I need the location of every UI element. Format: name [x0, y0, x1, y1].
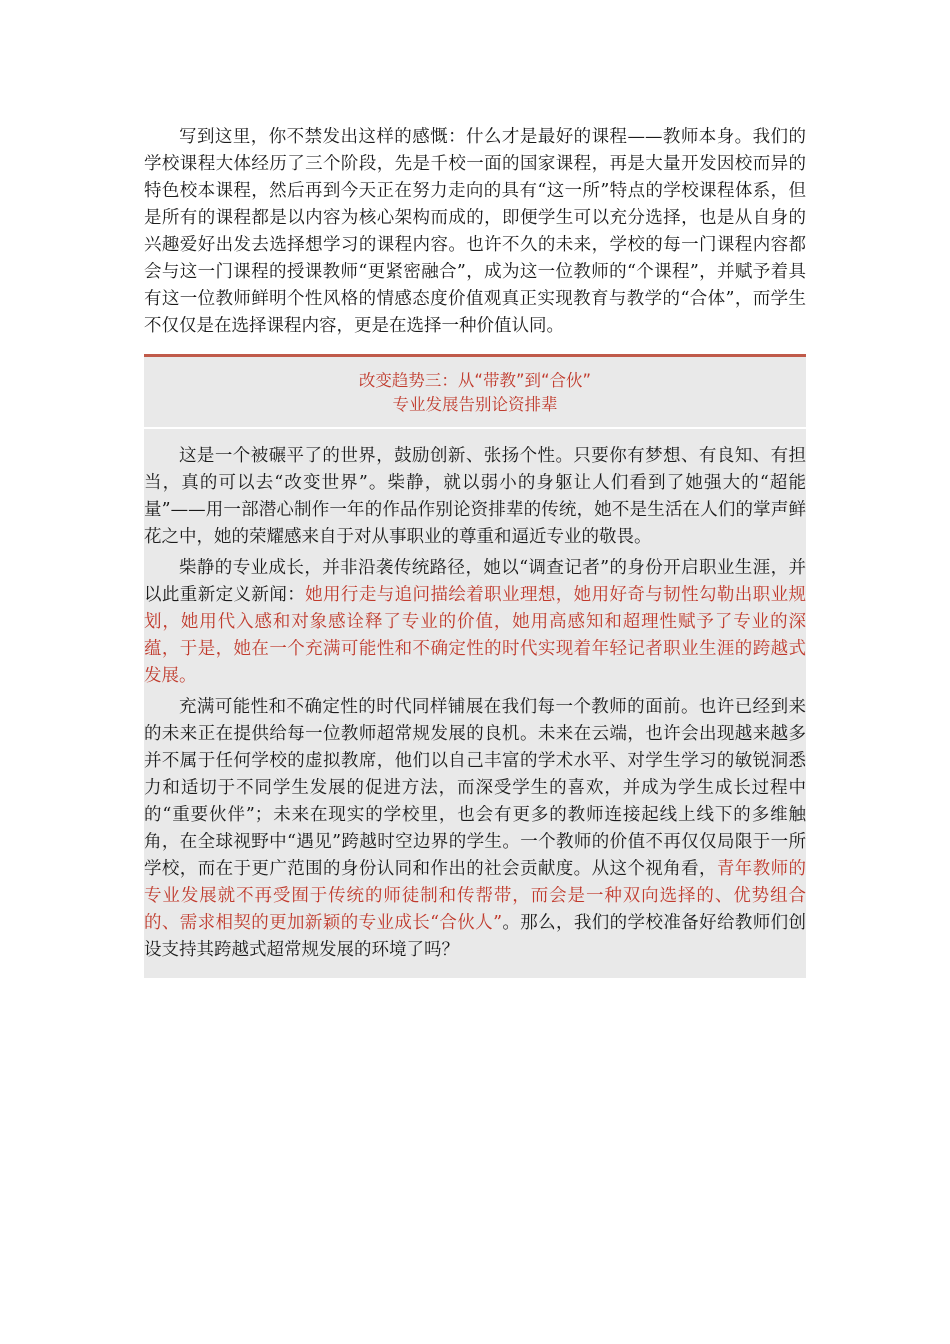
section-title-line-1: 改变趋势三：从“带教”到“合伙” — [358, 371, 592, 390]
paragraph-3-text-b: 。那么，我们的学校准备好给教师们创设支持其跨越式超常规发展的环境了吗？ — [144, 913, 806, 960]
section-heading — [144, 357, 806, 429]
document-page — [144, 0, 806, 978]
trend-three-box — [144, 354, 806, 978]
section-title-line-2: 专业发展告别论资排辈 — [392, 395, 558, 414]
section-paragraph-3 — [144, 694, 806, 964]
intro-paragraph: 写到这里，你不禁发出这样的感慨：什么才是最好的课程——教师本身。我们的学校课程大体经历了三个阶段，先是千校一面的国家课程，再是大量开发因校而异的特色校本课程，然后再到今天正在努力走向的具有“这一所”特点的学校课程体系，但是所有的课程都是以内容为核心架构而成的，即便学生可以充分选择，也是从自身的兴趣爱好出发去选择想学习的课程内容。也许不久的未来，学校的每一门课程内容都会与这一门课程的授课教师“更紧密融合”，成为这一位教师的“个课程”，并赋予着具有这一位教师鲜明个性风格的情感态度价值观真正实现教育与教学的“合体”，而学生不仅仅是在选择课程内容，更是在选择一种价值认同。 — [144, 127, 806, 336]
paragraph-3-text-a: 充满可能性和不确定性的时代同样铺展在我们每一个教师的面前。也许已经到来的未来正在提供给每一位教师超常规发展的良机。未来在云端，也许会出现越来越多并不属于任何学校的虚拟教席，他们以自己丰富的学术水平、对学生学习的敏锐洞悉力和适切于不同学生发展的促进方法，而深受学生的喜欢，并成为学生成长过程中的“重要伙伴”；未来在现实的学校里，也会有更多的教师连接起线上线下的多维触角，在全球视野中“遇见”跨越时空边界的学生。一个教师的价值不再仅仅局限于一所学校，而在于更广范围的身份认同和作出的社会贡献度。从这个视角看， — [144, 697, 806, 879]
section-body — [144, 429, 806, 978]
paragraph-3-highlight: 青年教师的专业发展就不再受囿于传统的师徒制和传帮带，而会是一种双向选择的、优势组合的、需求相契的更加新颖的专业成长“合伙人” — [144, 859, 807, 933]
section-paragraph-1: 这是一个被碾平了的世界，鼓励创新、张扬个性。只要你有梦想、有良知、有担当，真的可以去“改变世界”。柴静，就以弱小的身躯让人们看到了她强大的“超能量”——用一部潜心制作一年的作品作别论资排辈的传统，她不是生活在人们的掌声鲜花之中，她的荣耀感来自于对从事职业的尊重和逼近专业的敬畏。 — [144, 446, 806, 547]
section-paragraph-2 — [144, 555, 806, 690]
paragraph-2-text: 柴静的专业成长，并非沿袭传统路径，她以“调查记者”的身份开启职业生涯，并以此重新定义新闻： — [144, 558, 806, 605]
paragraph-2-highlight: 她用行走与追问描绘着职业理想，她用好奇与韧性勾勒出职业规划，她用代入感和对象感诠释了专业的价值，她用高感知和超理性赋予了专业的深蕴，于是，她在一个充满可能性和不确定性的时代实现着年轻记者职业生涯的跨越式发展。 — [144, 585, 806, 686]
